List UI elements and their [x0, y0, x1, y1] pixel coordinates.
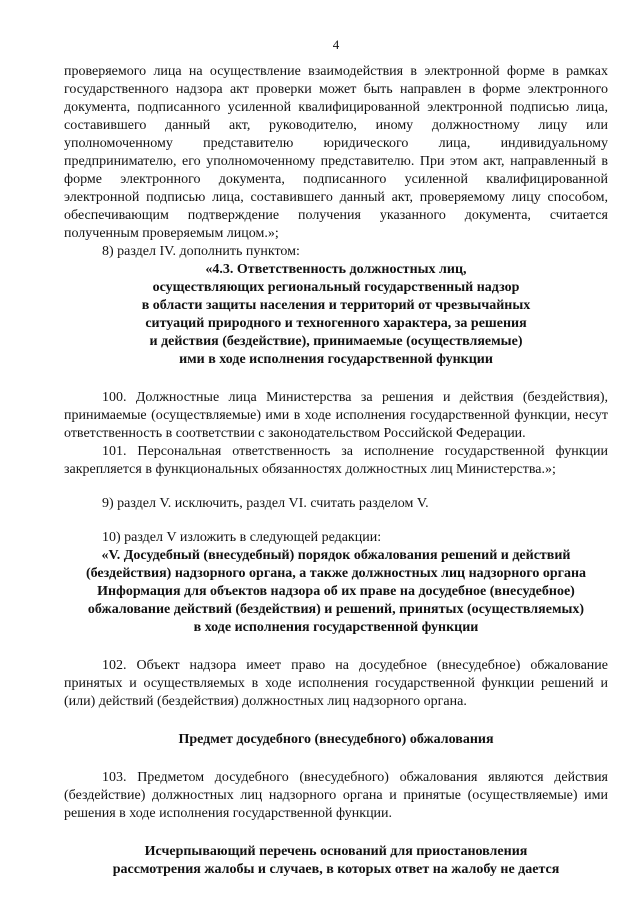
heading-line: (бездействия) надзорного органа, а также должностных лиц надзорного органа — [85, 566, 587, 581]
heading-line: в ходе исполнения государственной функции — [193, 620, 479, 635]
heading-line: и действия (бездействие), принимаемые (осуществляемые) — [149, 334, 523, 349]
heading-line: ситуаций природного и техногенного характера, за решения — [145, 316, 527, 331]
paragraph-102: 102. Объект надзора имеет право на досудебное (внесудебное) обжалование принятых и осуществляемых в ходе исполнения государственной функции решений и (или) действий (бездействия) должностных лиц надзорного органа. — [64, 658, 608, 709]
heading-line: обжалование действий (бездействия) и решений, принятых (осуществляемых) — [87, 602, 585, 617]
page-number: 4 — [332, 37, 340, 52]
heading-line: рассмотрения жалобы и случаев, в которых ответ на жалобу не дается — [112, 862, 560, 877]
heading-line: «V. Досудебный (внесудебный) порядок обжалования решений и действий — [101, 548, 571, 563]
heading-line: Исчерпывающий перечень оснований для приостановления — [144, 844, 528, 859]
heading-section-4-3 — [64, 261, 608, 369]
item-9: 9) раздел V. исключить, раздел VI. считать разделом V. — [102, 496, 429, 511]
heading-section-v — [64, 547, 608, 637]
opening-paragraph: проверяемого лица на осуществление взаимодействия в электронной форме в рамках государственного надзора акт проверки может быть направлен в форме электронного документа, подписанного усиленной квалифицированной электронной подписью лица, составившего данный акт, руководителю, иному должностному лицу или уполномоченному представителю юридического лица, индивидуальному предпринимателю, его уполномоченному представителю. При этом акт, направленный в форме электронного документа, подписанного усиленной квалифицированной электронной подписью лица, составившего данный акт, проверяемому лицу способом, обеспечивающим подтверждение получения указанного документа, считается полученным проверяемым лицом.»; — [64, 64, 608, 241]
item-10: 10) раздел V изложить в следующей редакции: — [102, 530, 382, 545]
heading-line: «4.3. Ответственность должностных лиц, — [205, 262, 467, 277]
heading-line: в области защиты населения и территорий от чрезвычайных — [141, 298, 531, 313]
paragraph-103: 103. Предметом досудебного (внесудебного) обжалования являются действия (бездействие) должностных лиц надзорного органа и принятые (осуществляемые) ими решения в ходе исполнения государственной функции. — [64, 770, 608, 821]
paragraph-101: 101. Персональная ответственность за исполнение государственной функции закрепляется в функциональных обязанностях должностных лиц Министерства.»; — [64, 444, 608, 477]
heading-grounds-list — [64, 843, 608, 879]
heading-line: осуществляющих региональный государственный надзор — [152, 280, 520, 295]
heading-line: Информация для объектов надзора об их праве на досудебное (внесудебное) — [97, 584, 575, 599]
item-8: 8) раздел IV. дополнить пунктом: — [102, 244, 300, 259]
heading-line: ими в ходе исполнения государственной функции — [179, 352, 493, 367]
paragraph-100: 100. Должностные лица Министерства за решения и действия (бездействия), принимаемые (осуществляемые) ими в ходе исполнения государственной функции, несут ответственность в соответствии с законодательством Российской Федерации. — [64, 390, 608, 441]
heading-subject-of-appeal: Предмет досудебного (внесудебного) обжалования — [178, 732, 494, 747]
